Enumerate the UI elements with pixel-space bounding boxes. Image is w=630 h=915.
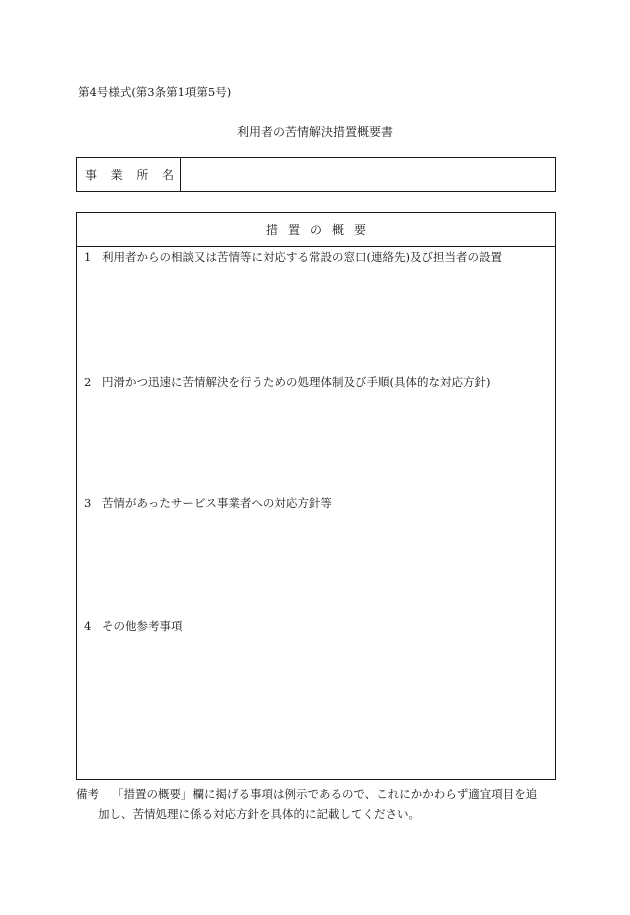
office-name-field[interactable] bbox=[181, 158, 555, 191]
section-text: 円滑かつ迅速に苦情解決を行うための処理体制及び手順(具体的な対応方針) bbox=[102, 375, 491, 389]
measures-header: 措置の概要 bbox=[77, 213, 555, 247]
section-text: 苦情があったサービス事業者への対応方針等 bbox=[102, 496, 332, 510]
remarks-text-line-2: 加し、苦情処理に係る対応方針を具体的に記載してください。 bbox=[98, 807, 420, 821]
office-name-label bbox=[77, 158, 181, 191]
remarks-label: 備考 bbox=[76, 787, 99, 801]
section-number: 4 bbox=[84, 619, 92, 633]
measures-summary-table bbox=[76, 212, 556, 780]
form-number: 第4号様式(第3条第1項第5号) bbox=[78, 85, 232, 99]
office-name-table bbox=[76, 157, 556, 192]
measure-section-2[interactable] bbox=[84, 374, 490, 390]
section-number: 2 bbox=[84, 375, 92, 389]
section-number: 1 bbox=[84, 250, 92, 264]
remarks-text-line-1: 「措置の概要」欄に掲げる事項は例示であるので、これにかかわらず適宜項目を追 bbox=[112, 787, 538, 801]
office-label-char: 業 bbox=[110, 168, 123, 182]
section-number: 3 bbox=[84, 496, 92, 510]
measure-section-3[interactable] bbox=[84, 495, 332, 511]
section-text: その他参考事項 bbox=[102, 619, 183, 633]
office-label-char: 所 bbox=[136, 168, 149, 182]
office-label-char: 事 bbox=[85, 168, 98, 182]
document-title: 利用者の苦情解決措置概要書 bbox=[236, 125, 393, 139]
office-label-char: 名 bbox=[161, 168, 174, 182]
measure-section-4[interactable] bbox=[84, 618, 183, 634]
section-text: 利用者からの相談又は苦情等に対応する常設の窓口(連絡先)及び担当者の設置 bbox=[102, 250, 502, 264]
measure-section-1[interactable] bbox=[84, 249, 502, 265]
